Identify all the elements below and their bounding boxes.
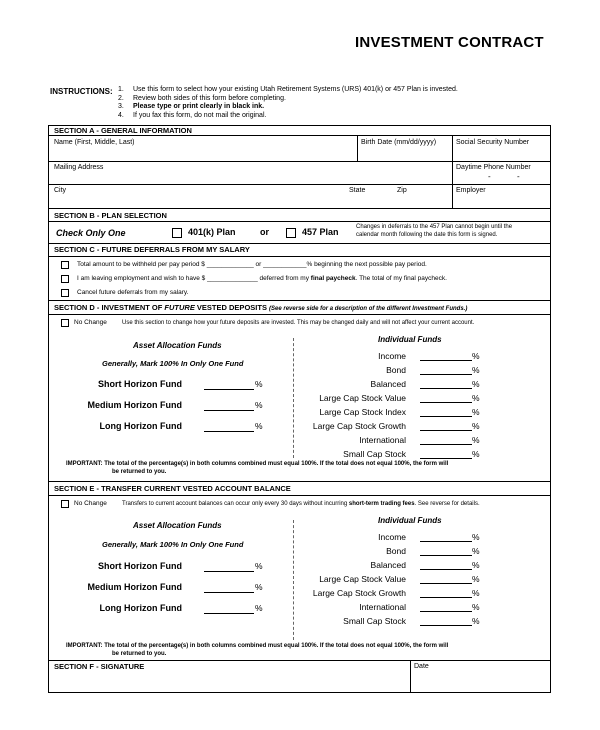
section-f-header: SECTION F - SIGNATURE [54, 662, 145, 671]
individual-fund-label: Large Cap Stock Growth [312, 588, 406, 598]
asset-fund-label: Long Horizon Fund [99, 603, 182, 613]
pct-sign: % [472, 379, 480, 389]
phone-dash-2: - [517, 172, 520, 181]
individual-fund-pct-input[interactable] [420, 416, 472, 417]
asset-fund-pct-input[interactable] [204, 613, 254, 614]
asset-fund-label: Long Horizon Fund [99, 421, 182, 431]
section-e-important-2: be returned to you. [112, 651, 167, 657]
section-c-header: SECTION C - FUTURE DEFERRALS FROM MY SALARY [54, 245, 250, 254]
individual-fund-label: Income [378, 532, 406, 542]
pct-sign: % [255, 561, 263, 571]
pct-sign: % [472, 546, 480, 556]
individual-fund-label: Balanced [370, 560, 406, 570]
pct-sign: % [255, 400, 263, 410]
pct-sign: % [472, 602, 480, 612]
pct-sign: % [255, 379, 263, 389]
section-e-important: IMPORTANT: The total of the percentage(s) in both columns combined must equal 100%. If the total does not equal 100%, the form will [66, 643, 449, 649]
pct-sign: % [472, 560, 480, 570]
individual-fund-pct-input[interactable] [420, 611, 472, 612]
divider [48, 481, 551, 482]
pct-sign: % [472, 435, 480, 445]
asset-fund-label: Medium Horizon Fund [87, 400, 182, 410]
plan-457-label: 457 Plan [302, 227, 339, 237]
individual-fund-label: Large Cap Stock Value [319, 574, 406, 584]
pct-sign: % [255, 421, 263, 431]
section-d-header: SECTION D - INVESTMENT OF FUTURE VESTED DEPOSITS (See reverse side for a description of the different Investment Funds.) [54, 303, 468, 312]
divider [48, 314, 551, 315]
individual-fund-pct-input[interactable] [420, 444, 472, 445]
individual-fund-pct-input[interactable] [420, 569, 472, 570]
divider [48, 256, 551, 257]
plan-401k-label: 401(k) Plan [188, 227, 236, 237]
pct-sign: % [255, 603, 263, 613]
section-d-individual-title: Individual Funds [378, 335, 442, 344]
pct-sign: % [472, 421, 480, 431]
divider [410, 660, 411, 693]
daytime-phone-label: Daytime Phone Number [456, 164, 531, 171]
plan-401k-checkbox[interactable] [172, 228, 182, 238]
section-d-asset-sub: Generally, Mark 100% In Only One Fund [102, 359, 244, 368]
page-title: INVESTMENT CONTRACT [355, 34, 544, 51]
individual-fund-label: Large Cap Stock Value [319, 393, 406, 403]
divider [48, 135, 551, 136]
pct-sign: % [472, 532, 480, 542]
asset-fund-label: Short Horizon Fund [98, 379, 182, 389]
plan-457-checkbox[interactable] [286, 228, 296, 238]
ssn-label: Social Security Number [456, 139, 530, 146]
pct-sign: % [472, 393, 480, 403]
divider [452, 135, 453, 208]
section-d-asset-title: Asset Allocation Funds [133, 341, 222, 350]
section-d-no-change-label: No Change [74, 319, 107, 326]
employer-label: Employer [456, 187, 486, 194]
deferral-amount-checkbox[interactable] [61, 261, 69, 269]
section-e-asset-sub: Generally, Mark 100% In Only One Fund [102, 540, 244, 549]
deferral-amount-text: Total amount to be withheld per pay period $ _____________ or ____________% beginning the next possible pay period. [77, 261, 427, 268]
divider [48, 221, 551, 222]
instruction-text: Review both sides of this form before completing. [133, 94, 286, 102]
divider [357, 135, 358, 161]
pct-sign: % [255, 582, 263, 592]
cancel-deferrals-checkbox[interactable] [61, 289, 69, 297]
asset-fund-pct-input[interactable] [204, 592, 254, 593]
individual-fund-pct-input[interactable] [420, 583, 472, 584]
divider [48, 660, 551, 661]
individual-fund-pct-input[interactable] [420, 402, 472, 403]
individual-fund-pct-input[interactable] [420, 374, 472, 375]
individual-fund-pct-input[interactable] [420, 555, 472, 556]
leaving-employment-text: I am leaving employment and wish to have $ ______________ deferred from my final paycheck. The total of my final paycheck. [77, 275, 447, 282]
section-e-note: Transfers to current account balances can occur only every 30 days without incurring short-term trading fees. See reverse for details. [122, 501, 480, 507]
leaving-employment-checkbox[interactable] [61, 275, 69, 283]
section-e-no-change-label: No Change [74, 500, 107, 507]
instructions-label: INSTRUCTIONS: [50, 87, 113, 96]
section-b-header: SECTION B - PLAN SELECTION [54, 211, 167, 220]
individual-fund-label: Large Cap Stock Growth [312, 421, 406, 431]
section-d-no-change-checkbox[interactable] [61, 319, 69, 327]
plan-note-2: calendar month following the date this form is signed. [356, 232, 498, 238]
divider [48, 208, 551, 209]
city-label: City [54, 187, 67, 194]
check-only-one: Check Only One [56, 228, 126, 238]
individual-fund-pct-input[interactable] [420, 388, 472, 389]
section-e-asset-title: Asset Allocation Funds [133, 521, 222, 530]
individual-fund-label: Income [378, 351, 406, 361]
individual-fund-pct-input[interactable] [420, 430, 472, 431]
pct-sign: % [472, 365, 480, 375]
mailing-address-label: Mailing Address [54, 164, 104, 171]
section-d-note: Use this section to change how your future deposits are invested. This may be changed daily and will not affect your current account. [122, 320, 475, 326]
asset-fund-pct-input[interactable] [204, 571, 254, 572]
individual-fund-label: Small Cap Stock [343, 616, 406, 626]
individual-fund-pct-input[interactable] [420, 458, 472, 459]
divider [48, 495, 551, 496]
section-e-individual-title: Individual Funds [378, 516, 442, 525]
individual-fund-pct-input[interactable] [420, 625, 472, 626]
instruction-text: Please type or print clearly in black ink. [133, 103, 265, 110]
asset-fund-pct-input[interactable] [204, 389, 254, 390]
pct-sign: % [472, 588, 480, 598]
individual-fund-label: International [359, 435, 406, 445]
individual-fund-label: Large Cap Stock Index [319, 407, 406, 417]
asset-fund-label: Short Horizon Fund [98, 561, 182, 571]
instruction-number: 2. [118, 94, 124, 102]
pct-sign: % [472, 616, 480, 626]
asset-fund-pct-input[interactable] [204, 431, 254, 432]
date-label: Date [414, 663, 429, 670]
instruction-number: 1. [118, 86, 124, 93]
individual-fund-label: Balanced [370, 379, 406, 389]
asset-fund-pct-input[interactable] [204, 410, 254, 411]
pct-sign: % [472, 351, 480, 361]
divider [48, 184, 551, 185]
instruction-number: 3. [118, 103, 124, 110]
section-e-no-change-checkbox[interactable] [61, 500, 69, 508]
name-label: Name (First, Middle, Last) [54, 139, 135, 146]
individual-fund-pct-input[interactable] [420, 541, 472, 542]
individual-fund-label: International [359, 602, 406, 612]
instruction-number: 4. [118, 111, 124, 119]
divider [48, 161, 551, 162]
individual-fund-pct-input[interactable] [420, 597, 472, 598]
divider [48, 300, 551, 301]
individual-fund-label: Small Cap Stock [343, 449, 406, 459]
birth-date-label: Birth Date (mm/dd/yyyy) [361, 139, 437, 146]
instruction-text: Use this form to select how your existing Utah Retirement Systems (URS) 401(k) or 457 Plan is invested. [133, 86, 458, 93]
state-label: State [349, 187, 366, 194]
section-a-header: SECTION A - GENERAL INFORMATION [54, 126, 192, 135]
individual-fund-label: Bond [386, 365, 406, 375]
pct-sign: % [472, 574, 480, 584]
section-d-important: IMPORTANT: The total of the percentage(s) in both columns combined must equal 100%. If the total does not equal 100%, the form will [66, 461, 449, 467]
plan-note-1: Changes in deferrals to the 457 Plan cannot begin until the [356, 224, 513, 230]
asset-fund-label: Medium Horizon Fund [87, 582, 182, 592]
zip-label: Zip [397, 187, 407, 194]
pct-sign: % [472, 449, 480, 459]
individual-fund-pct-input[interactable] [420, 360, 472, 361]
pct-sign: % [472, 407, 480, 417]
phone-dash-1: - [488, 172, 491, 181]
section-e-header: SECTION E - TRANSFER CURRENT VESTED ACCOUNT BALANCE [54, 484, 291, 493]
divider [48, 243, 551, 244]
or-label: or [260, 227, 269, 237]
instruction-text: If you fax this form, do not mail the original. [133, 111, 267, 119]
individual-fund-label: Bond [386, 546, 406, 556]
cancel-deferrals-text: Cancel future deferrals from my salary. [77, 289, 189, 296]
section-d-important-2: be returned to you. [112, 469, 167, 475]
